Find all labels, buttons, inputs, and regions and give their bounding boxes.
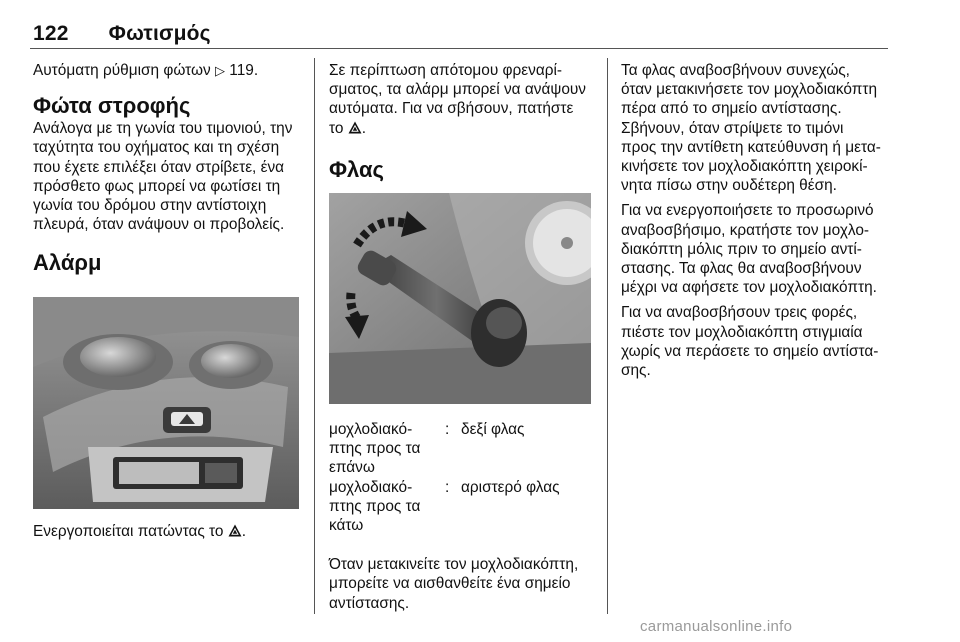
column-1 bbox=[33, 61, 305, 276]
hazard-warning-icon bbox=[348, 121, 362, 134]
page-header bbox=[33, 22, 211, 46]
column-3 bbox=[621, 61, 891, 380]
triple-flash-paragraph: Για να αναβοσβήσουν τρεις φορές, πιέστε τον μοχλοδιακόπτη στιγμιαία χωρίς να περάσετε το σημείο αντίστα- σης. bbox=[621, 304, 879, 380]
hazard-warning-icon bbox=[228, 524, 242, 537]
heading-turn-signals: Φλας bbox=[329, 156, 384, 182]
temporary-flash-paragraph: Για να ενεργοποιήσετε το προσωρινό αναβοσβήσιμο, κρατήστε τον μοχλο- διακόπτη μόλις πριν το σημείο αντί- στασης. Τα φλας θα αναβοσβήνουν μέχρι να αφήσετε τον μοχλοδιακόπτη. bbox=[621, 202, 877, 297]
column-2 bbox=[329, 61, 599, 183]
heading-hazard-lights: Αλάρμ bbox=[33, 250, 102, 276]
column-divider-1 bbox=[314, 58, 315, 614]
heading-cornering-lights: Φώτα στροφής bbox=[33, 93, 191, 119]
page-number: 122 bbox=[33, 22, 69, 45]
section-title: Φωτισμός bbox=[108, 22, 211, 45]
legend-row: μοχλοδιακό- πτης προς τα κάτω : αριστερό φλας bbox=[329, 478, 560, 535]
emergency-braking-paragraph: Σε περίπτωση απότομου φρεναρί- σματος, τα αλάρμ μπορεί να ανάψουν αυτόματα. Για να σβήσουν, πατήστε το . bbox=[329, 62, 586, 137]
header-rule bbox=[30, 48, 888, 49]
auto-light-reference: Αυτόματη ρύθμιση φώτων ▷ 119. bbox=[33, 62, 259, 79]
legend-table bbox=[329, 420, 560, 535]
arrow-right-icon: ▷ bbox=[215, 63, 225, 78]
continuous-flash-paragraph: Τα φλας αναβοσβήνουν συνεχώς, όταν μετακινήσετε τον μοχλοδιακόπτη πέρα από το σημείο αντίστασης. Σβήνουν, όταν στρίψετε το τιμόνι προς την αντίθετη κατεύθυνση ή μετα- κινήσετε τον μοχλοδιακόπτη χειροκί- νητα πίσω στην ουδέτερη θέση. bbox=[621, 62, 881, 195]
cornering-paragraph: Ανάλογα με τη γωνία του τιμονιού, την ταχύτητα του οχήματος και τη σχέση που έχετε επιλέξει όταν στρίβετε, ένα πρόσθετο φως μπορεί να φωτίσει τη γωνία του δρόμου στην αντίστοιχη πλευρά, όταν ανάψουν οι προβολείς. bbox=[33, 120, 293, 234]
legend-row: μοχλοδιακό- πτης προς τα επάνω : δεξί φλας bbox=[329, 421, 525, 477]
column-divider-2 bbox=[607, 58, 608, 614]
hazard-caption: Ενεργοποιείται πατώντας το . bbox=[33, 523, 247, 540]
watermark: carmanualsonline.info bbox=[640, 618, 793, 635]
resistance-point-paragraph: Όταν μετακινείτε τον μοχλοδιακόπτη, μπορείτε να αισθανθείτε ένα σημείο αντίστασης. bbox=[329, 556, 579, 612]
hazard-console-photo bbox=[33, 297, 299, 509]
stalk-legend bbox=[329, 420, 599, 613]
turn-signal-stalk-photo bbox=[329, 193, 591, 404]
